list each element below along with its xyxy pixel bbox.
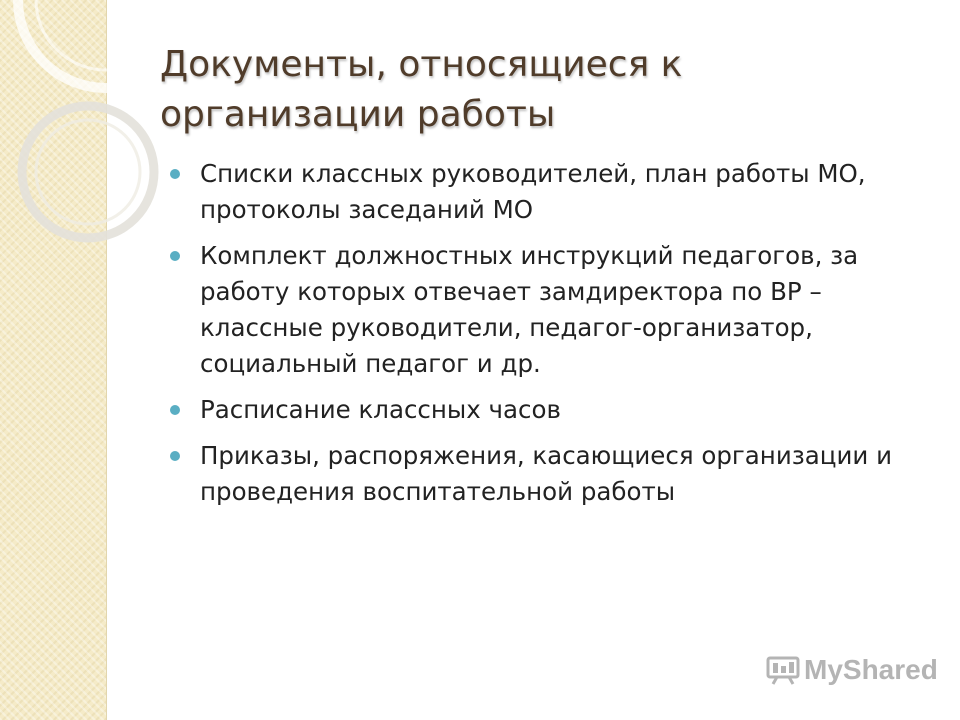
bullet-text: Списки классных руководителей, план работы МО, протоколы заседаний МО [200, 159, 866, 224]
decorative-ring-small-inner [36, 120, 140, 224]
watermark-text: MyShared [804, 654, 938, 685]
bullet-item [170, 392, 930, 428]
presentation-board-icon [766, 655, 800, 685]
bullet-item [170, 156, 930, 228]
bullet-dot-icon [170, 451, 180, 461]
bullet-text: Комплект должностных инструкций педагогов, за работу которых отвечает замдиректора по ВР – классные руководители, педагог-организатор, социальный педагог и др. [200, 241, 859, 378]
bullet-text: Расписание классных часов [200, 395, 561, 424]
decorative-ring-small [22, 106, 154, 238]
bullet-item [170, 238, 930, 382]
slide-title: Документы, относящиеся к организации работы [160, 44, 683, 135]
bullet-dot-icon [170, 251, 180, 261]
decorative-ring-inner [36, 0, 176, 70]
bullet-item [170, 438, 930, 510]
myshared-watermark [766, 654, 938, 686]
bullet-text: Приказы, распоряжения, касающиеся организации и проведения воспитательной работы [200, 441, 893, 506]
bullet-list [170, 156, 930, 520]
bullet-dot-icon [170, 405, 180, 415]
bullet-dot-icon [170, 169, 180, 179]
